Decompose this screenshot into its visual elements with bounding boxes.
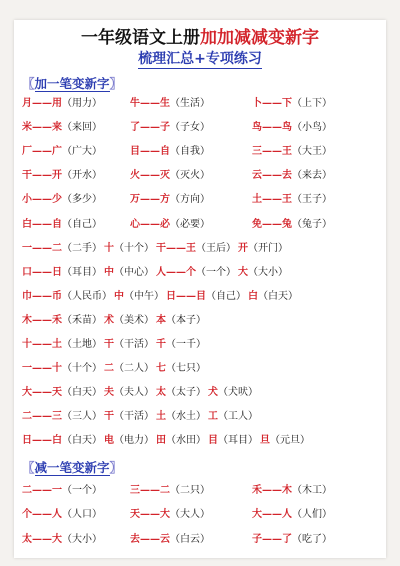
word-entry: [248, 287, 298, 307]
base-char: 万: [130, 194, 140, 206]
example-word: （白天）: [62, 387, 102, 399]
example-word: （大小）: [62, 533, 102, 545]
base-char: 电: [104, 435, 114, 447]
word-entry: [208, 383, 258, 403]
example-word: （广大）: [62, 146, 102, 158]
word-entry: [22, 142, 102, 162]
example-word: （多少）: [62, 194, 102, 206]
example-word: （大王）: [292, 146, 332, 158]
new-char: 币: [52, 290, 62, 302]
word-row: [22, 263, 382, 283]
base-char: 云: [252, 170, 262, 182]
example-word: （中午）: [124, 290, 164, 302]
title-red: 加加减减变新字: [200, 28, 319, 48]
base-char: 卜: [252, 98, 262, 109]
new-char: 自: [52, 218, 62, 230]
base-char: 心: [130, 218, 140, 230]
example-word: （干活）: [114, 411, 154, 423]
base-char: 二: [22, 485, 32, 496]
transform-dash: ——: [262, 194, 282, 206]
word-entry: [22, 311, 102, 331]
new-char: 方: [160, 194, 170, 206]
transform-dash: ——: [32, 170, 52, 182]
new-char: 土: [52, 339, 62, 350]
base-char: 鸟: [252, 122, 262, 134]
word-entry: [156, 263, 236, 283]
base-char: 七: [156, 363, 166, 375]
word-row: [22, 359, 382, 379]
new-char: 个: [186, 266, 196, 278]
word-entry: [208, 407, 258, 427]
transform-dash: ——: [262, 218, 282, 230]
new-char: 灭: [160, 170, 170, 182]
section-add-header: 〖加一笔变新字〗: [22, 76, 123, 91]
base-char: 田: [156, 435, 166, 447]
transform-dash: ——: [140, 170, 160, 182]
base-char: 工: [208, 411, 218, 423]
example-word: （灭火）: [170, 170, 210, 182]
base-char: 日: [166, 290, 176, 302]
transform-dash: ——: [32, 122, 52, 134]
example-word: （吃了）: [292, 533, 332, 545]
word-entry: [156, 311, 206, 331]
new-char: 生: [160, 98, 170, 109]
example-word: （人民币）: [62, 290, 112, 302]
example-word: （夫人）: [114, 387, 154, 399]
base-char: 干: [22, 170, 32, 182]
example-word: （二人）: [114, 363, 154, 375]
word-entry: [130, 530, 210, 550]
transform-dash: ——: [140, 194, 160, 206]
word-entry: [104, 359, 154, 379]
base-char: 目: [208, 435, 218, 447]
transform-dash: ——: [32, 146, 52, 158]
transform-dash: ——: [262, 170, 282, 182]
new-char: 子: [160, 122, 170, 134]
word-entry: [22, 335, 102, 355]
base-char: 中: [114, 290, 124, 302]
example-word: （人们）: [292, 509, 332, 521]
word-entry: [252, 530, 332, 550]
word-entry: [252, 481, 332, 501]
transform-dash: ——: [32, 533, 52, 545]
new-char: 三: [52, 411, 62, 423]
base-char: 土: [156, 411, 166, 423]
base-char: 本: [156, 314, 166, 326]
word-entry: [130, 215, 210, 235]
example-word: （子女）: [170, 122, 210, 134]
word-entry: [22, 481, 102, 501]
new-char: 去: [282, 170, 292, 182]
base-char: 厂: [22, 146, 32, 158]
transform-dash: ——: [140, 533, 160, 545]
example-word: （来去）: [292, 170, 332, 182]
word-row: [22, 335, 382, 355]
new-char: 目: [196, 290, 206, 302]
transform-dash: ——: [166, 242, 186, 254]
base-char: 太: [22, 533, 32, 545]
word-entry: [104, 407, 154, 427]
base-char: 大: [238, 266, 248, 278]
base-char: 千: [156, 339, 166, 350]
base-char: 二: [22, 411, 32, 423]
transform-dash: ——: [32, 485, 52, 496]
base-char: 禾: [252, 485, 262, 496]
word-entry: [22, 118, 102, 138]
word-entry: [130, 481, 210, 501]
example-word: （美术）: [114, 314, 154, 326]
base-char: 木: [22, 314, 32, 326]
page-subtitle: [14, 48, 386, 68]
example-word: （白云）: [170, 533, 210, 545]
transform-dash: ——: [32, 290, 52, 302]
example-word: （木工）: [292, 485, 332, 496]
subtitle-text: 梳理汇总+专项练习: [138, 51, 262, 67]
base-char: 白: [248, 290, 258, 302]
new-char: 大: [52, 533, 62, 545]
base-char: 开: [238, 242, 248, 254]
base-char: 目: [130, 146, 140, 158]
base-char: 白: [22, 218, 32, 230]
word-entry: [22, 287, 112, 307]
section-add-label: 加一笔变新字: [34, 76, 110, 91]
transform-dash: ——: [262, 533, 282, 545]
word-row: [22, 431, 382, 451]
word-row: [22, 383, 382, 403]
example-word: （七只）: [166, 363, 206, 375]
example-word: （一个）: [62, 485, 102, 496]
new-char: 人: [282, 509, 292, 521]
new-char: 必: [160, 218, 170, 230]
transform-dash: ——: [32, 218, 52, 230]
example-word: （三人）: [62, 411, 102, 423]
new-char: 广: [52, 146, 62, 158]
base-char: 土: [252, 194, 262, 206]
word-row: [22, 190, 382, 210]
word-entry: [130, 94, 210, 114]
transform-dash: ——: [32, 242, 52, 254]
transform-dash: ——: [262, 485, 282, 496]
base-char: 中: [104, 266, 114, 278]
example-word: （大小）: [248, 266, 288, 278]
transform-dash: ——: [32, 194, 52, 206]
new-char: 人: [52, 509, 62, 521]
word-row: [22, 94, 382, 114]
example-word: （用力）: [62, 98, 102, 109]
transform-dash: ——: [32, 266, 52, 278]
base-char: 一: [22, 363, 32, 375]
word-entry: [156, 359, 206, 379]
example-word: （电力）: [114, 435, 154, 447]
word-entry: [252, 118, 332, 138]
word-entry: [208, 431, 258, 451]
transform-dash: ——: [262, 98, 282, 109]
page-title: [14, 23, 386, 48]
word-entry: [22, 239, 102, 259]
word-entry: [238, 263, 288, 283]
new-char: 二: [52, 242, 62, 254]
base-char: 免: [252, 218, 262, 230]
word-entry: [156, 383, 206, 403]
example-word: （上下）: [292, 98, 332, 109]
example-word: （一千）: [166, 339, 206, 350]
new-char: 天: [52, 387, 62, 399]
example-word: （来回）: [62, 122, 102, 134]
example-word: （二只）: [170, 485, 210, 496]
new-char: 白: [52, 435, 62, 447]
word-entry: [252, 215, 332, 235]
base-char: 一: [22, 242, 32, 254]
new-char: 二: [160, 485, 170, 496]
transform-dash: ——: [140, 98, 160, 109]
word-entry: [22, 505, 102, 525]
word-entry: [130, 166, 210, 186]
word-entry: [260, 431, 310, 451]
base-char: 小: [22, 194, 32, 206]
example-word: （禾苗）: [62, 314, 102, 326]
word-row: [22, 287, 382, 307]
base-char: 干: [156, 242, 166, 254]
example-word: （元旦）: [270, 435, 310, 447]
worksheet-page: [14, 20, 386, 558]
example-word: （耳目）: [218, 435, 258, 447]
base-char: 米: [22, 122, 32, 134]
word-entry: [130, 142, 210, 162]
word-row: [22, 142, 382, 162]
example-word: （工人）: [218, 411, 258, 423]
example-word: （自己）: [62, 218, 102, 230]
section-sub-label: 减一笔变新字: [34, 460, 110, 475]
transform-dash: ——: [262, 509, 282, 521]
base-char: 了: [130, 122, 140, 134]
word-row: [22, 505, 382, 525]
word-row: [22, 481, 382, 501]
new-char: 用: [52, 98, 62, 109]
transform-dash: ——: [32, 435, 52, 447]
example-word: （二手）: [62, 242, 102, 254]
new-char: 王: [282, 146, 292, 158]
word-entry: [104, 431, 154, 451]
word-entry: [104, 311, 154, 331]
base-char: 人: [156, 266, 166, 278]
new-char: 来: [52, 122, 62, 134]
transform-dash: ——: [140, 122, 160, 134]
new-char: 云: [160, 533, 170, 545]
word-entry: [22, 166, 102, 186]
word-row: [22, 239, 382, 259]
base-char: 旦: [260, 435, 270, 447]
example-word: （白天）: [62, 435, 102, 447]
base-char: 太: [156, 387, 166, 399]
word-entry: [252, 94, 332, 114]
example-word: （犬吠）: [218, 387, 258, 399]
transform-dash: ——: [262, 122, 282, 134]
word-row: [22, 215, 382, 235]
word-entry: [22, 530, 102, 550]
base-char: 十: [104, 242, 114, 254]
word-entry: [166, 287, 246, 307]
base-char: 十: [22, 339, 32, 350]
new-char: 木: [282, 485, 292, 496]
base-char: 月: [22, 98, 32, 109]
example-word: （土地）: [62, 339, 102, 350]
word-row: [22, 407, 382, 427]
transform-dash: ——: [140, 218, 160, 230]
example-word: （自己）: [206, 290, 246, 302]
base-char: 术: [104, 314, 114, 326]
base-char: 三: [130, 485, 140, 496]
transform-dash: ——: [262, 146, 282, 158]
example-word: （自我）: [170, 146, 210, 158]
word-entry: [22, 359, 102, 379]
transform-dash: ——: [166, 266, 186, 278]
word-entry: [130, 118, 210, 138]
example-word: （王后）: [196, 242, 236, 254]
base-char: 大: [252, 509, 262, 521]
example-word: （开门）: [248, 242, 288, 254]
new-char: 少: [52, 194, 62, 206]
word-entry: [252, 505, 332, 525]
example-word: （本子）: [166, 314, 206, 326]
example-word: （十个）: [62, 363, 102, 375]
new-char: 大: [160, 509, 170, 521]
word-entry: [22, 215, 102, 235]
new-char: 了: [282, 533, 292, 545]
word-entry: [156, 239, 236, 259]
base-char: 夫: [104, 387, 114, 399]
example-word: （一个）: [196, 266, 236, 278]
new-char: 兔: [282, 218, 292, 230]
example-word: （必要）: [170, 218, 210, 230]
base-char: 口: [22, 266, 32, 278]
base-char: 日: [22, 435, 32, 447]
word-entry: [104, 263, 154, 283]
base-char: 火: [130, 170, 140, 182]
word-entry: [22, 263, 102, 283]
example-word: （王子）: [292, 194, 332, 206]
transform-dash: ——: [140, 509, 160, 521]
new-char: 一: [52, 485, 62, 496]
new-char: 下: [282, 98, 292, 109]
word-row: [22, 166, 382, 186]
base-char: 牛: [130, 98, 140, 109]
word-entry: [156, 431, 206, 451]
new-char: 十: [52, 363, 62, 375]
base-char: 巾: [22, 290, 32, 302]
transform-dash: ——: [32, 387, 52, 399]
transform-dash: ——: [32, 509, 52, 521]
word-entry: [130, 505, 210, 525]
word-entry: [22, 94, 102, 114]
word-entry: [104, 239, 154, 259]
transform-dash: ——: [32, 314, 52, 326]
word-entry: [22, 407, 102, 427]
word-entry: [252, 166, 332, 186]
base-char: 犬: [208, 387, 218, 399]
new-char: 禾: [52, 314, 62, 326]
new-char: 王: [282, 194, 292, 206]
transform-dash: ——: [32, 363, 52, 375]
base-char: 干: [104, 339, 114, 350]
example-word: （耳目）: [62, 266, 102, 278]
example-word: （白天）: [258, 290, 298, 302]
word-entry: [104, 335, 154, 355]
word-entry: [238, 239, 288, 259]
word-row: [22, 311, 382, 331]
word-entry: [156, 335, 206, 355]
word-entry: [104, 383, 154, 403]
example-word: （水田）: [166, 435, 206, 447]
word-row: [22, 118, 382, 138]
word-entry: [252, 142, 332, 162]
example-word: （水土）: [166, 411, 206, 423]
base-char: 二: [104, 363, 114, 375]
word-entry: [22, 431, 102, 451]
transform-dash: ——: [140, 146, 160, 158]
word-entry: [156, 407, 206, 427]
transform-dash: ——: [176, 290, 196, 302]
base-char: 三: [252, 146, 262, 158]
example-word: （兔子）: [292, 218, 332, 230]
word-entry: [22, 383, 102, 403]
title-black: 一年级语文上册: [81, 28, 200, 48]
example-word: （太子）: [166, 387, 206, 399]
base-char: 去: [130, 533, 140, 545]
base-char: 子: [252, 533, 262, 545]
new-char: 日: [52, 266, 62, 278]
base-char: 大: [22, 387, 32, 399]
example-word: （中心）: [114, 266, 154, 278]
word-entry: [130, 190, 210, 210]
new-char: 开: [52, 170, 62, 182]
word-entry: [114, 287, 164, 307]
base-char: 天: [130, 509, 140, 521]
transform-dash: ——: [32, 411, 52, 423]
example-word: （生活）: [170, 98, 210, 109]
example-word: （人口）: [62, 509, 102, 521]
example-word: （干活）: [114, 339, 154, 350]
transform-dash: ——: [32, 339, 52, 350]
example-word: （大人）: [170, 509, 210, 521]
base-char: 干: [104, 411, 114, 423]
transform-dash: ——: [32, 98, 52, 109]
transform-dash: ——: [140, 485, 160, 496]
word-row: [22, 530, 382, 550]
word-entry: [252, 190, 332, 210]
example-word: （开水）: [62, 170, 102, 182]
section-sub-header: 〖减一笔变新字〗: [22, 460, 123, 475]
example-word: （小鸟）: [292, 122, 332, 134]
new-char: 王: [186, 242, 196, 254]
example-word: （十个）: [114, 242, 154, 254]
base-char: 个: [22, 509, 32, 521]
new-char: 自: [160, 146, 170, 158]
new-char: 鸟: [282, 122, 292, 134]
example-word: （方向）: [170, 194, 210, 206]
word-entry: [22, 190, 102, 210]
